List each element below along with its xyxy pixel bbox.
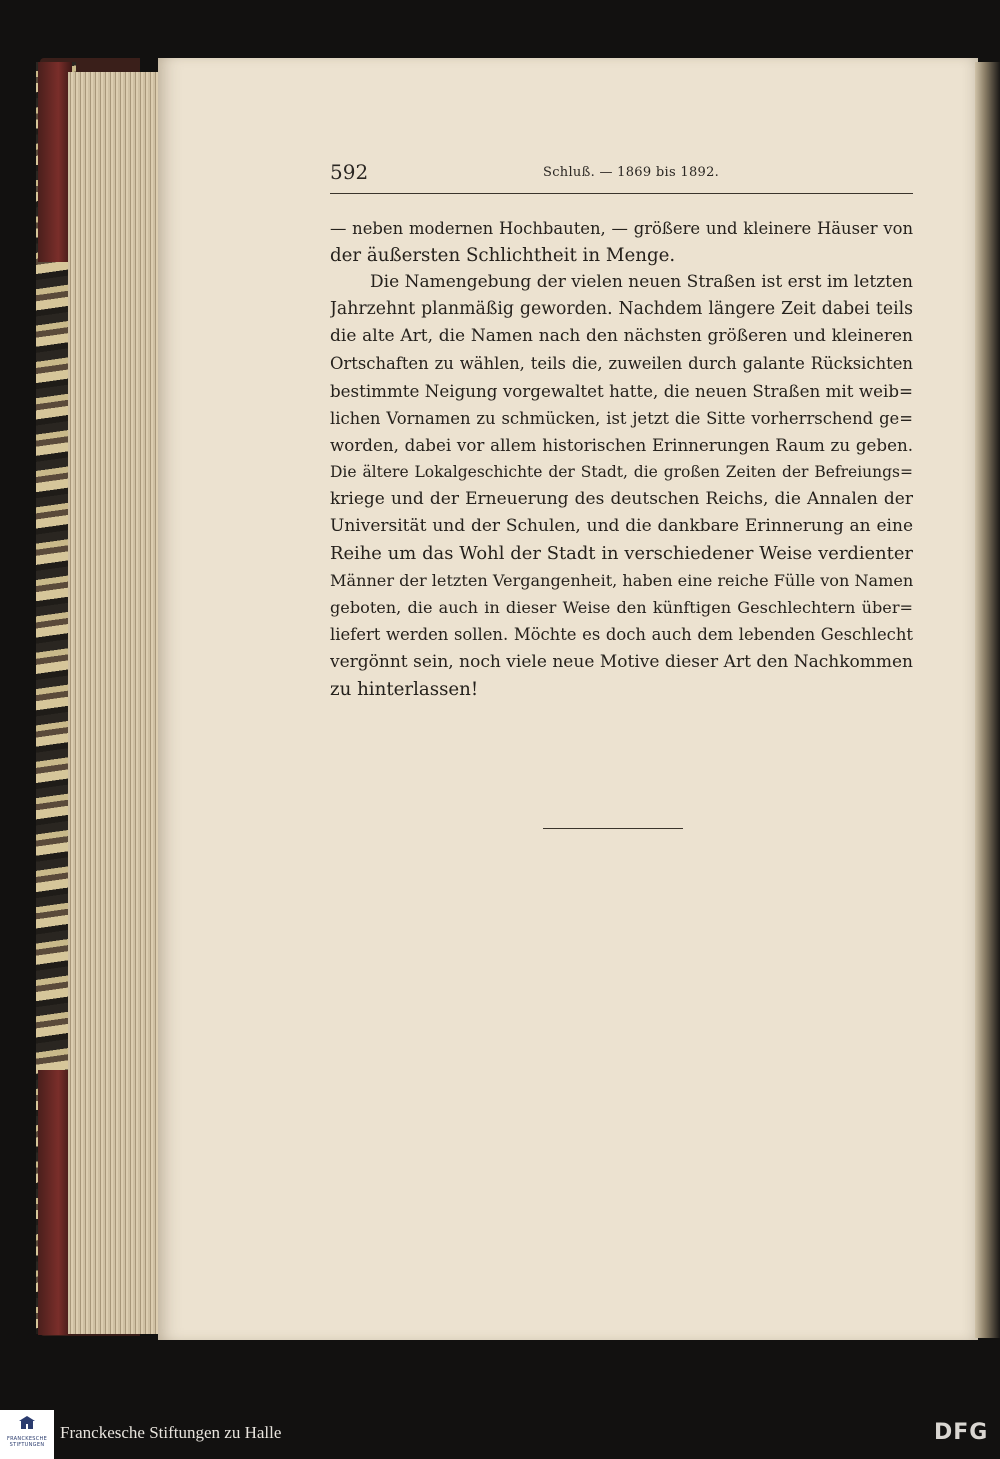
dfg-logo[interactable]: DFG: [934, 1420, 989, 1445]
text-line: Männer der letzten Vergangenheit, haben eine reiche Fülle von Namen: [330, 571, 913, 591]
building-icon: [19, 1416, 35, 1430]
text-line: Universität und der Schulen, und die dankbare Erinnerung an eine: [330, 516, 913, 537]
text-line: lichen Vornamen zu schmücken, ist jetzt die Sitte vorherrschend ge=: [330, 408, 913, 428]
text-line: Reihe um das Wohl der Stadt in verschiedener Weise verdienter: [330, 543, 913, 565]
text-line: die alte Art, die Namen nach den nächsten größeren und kleineren: [330, 326, 913, 347]
text-line: — neben modernen Hochbauten, — größere und kleinere Häuser von: [330, 219, 913, 238]
text-line: Jahrzehnt planmäßig geworden. Nachdem längere Zeit dabei teils: [330, 299, 913, 320]
leather-corner-bottom: [38, 1070, 72, 1335]
institution-name[interactable]: Franckesche Stiftungen zu Halle: [60, 1423, 282, 1442]
leather-corner-top: [38, 62, 72, 262]
running-head: Schluß. — 1869 bis 1892.: [543, 165, 720, 180]
text-line: vergönnt sein, noch viele neue Motive dieser Art den Nachkommen: [330, 651, 913, 672]
page-number: 592: [330, 160, 369, 184]
text-line: zu hinterlassen!: [330, 678, 479, 700]
text-line: kriege und der Erneuerung des deutschen Reichs, die Annalen der: [330, 488, 913, 509]
text-line: Ortschaften zu wählen, teils die, zuweilen durch galante Rücksichten: [330, 354, 913, 374]
logo-text: FRANCKESCHE STIFTUNGEN: [6, 1436, 48, 1448]
text-line: geboten, die auch in dieser Weise den künftigen Geschlechtern über=: [330, 598, 913, 618]
page-gutter-shadow: [975, 62, 1000, 1338]
text-line: der äußersten Schlichtheit in Menge.: [330, 245, 676, 267]
page-edges: [68, 72, 160, 1334]
end-rule: [543, 828, 683, 829]
page-header: [330, 160, 913, 190]
text-line: bestimmte Neigung vorgewaltet hatte, die neuen Straßen mit weib=: [330, 380, 913, 401]
text-line: worden, dabei vor allem historischen Erinnerungen Raum zu geben.: [330, 434, 913, 455]
text-line: Die ältere Lokalgeschichte der Stadt, die großen Zeiten der Befreiungs=: [330, 462, 913, 481]
text-line: liefert werden sollen. Möchte es doch auch dem lebenden Geschlecht: [330, 625, 913, 645]
text-line: Die Namengebung der vielen neuen Straßen ist erst im letzten: [370, 272, 913, 293]
header-rule: [330, 193, 913, 194]
body-text: [330, 215, 913, 703]
